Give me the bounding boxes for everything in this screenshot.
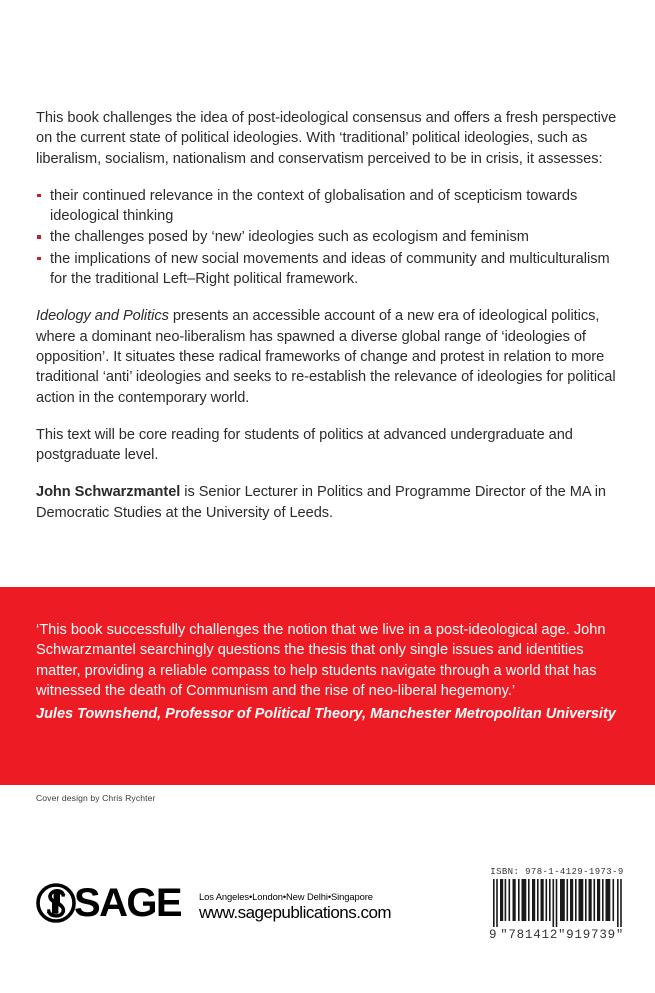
list-item-label: the implications of new social movements and ideas of community and multiculturalism for the traditional Left–Right political framework. xyxy=(50,250,610,288)
book-title-italic: Ideology and Politics xyxy=(36,308,169,325)
square-bullet-icon xyxy=(37,257,41,261)
barcode-digits-left: 781412 xyxy=(508,928,559,942)
list-item-label: the challenges posed by ‘new’ ideologies such as ecologism and feminism xyxy=(50,229,529,246)
barcode-block xyxy=(487,867,627,942)
barcode-guard-mid: " xyxy=(558,928,567,942)
publisher-website: www.sagepublications.com xyxy=(198,903,392,922)
review-quote-band xyxy=(0,587,655,785)
barcode-digits-right: 919739 xyxy=(566,928,616,942)
publisher-footer xyxy=(36,880,391,926)
barcode-digits xyxy=(487,928,627,942)
blurb-section xyxy=(36,108,626,540)
author-bio-rest: is Senior Lecturer in Politics and Programme Director of the MA in Democratic Studies at the University of Leeds. xyxy=(36,484,606,521)
core-reading-paragraph: This text will be core reading for students of politics at advanced undergraduate and postgraduate level. xyxy=(36,426,573,464)
intro-paragraph: This book challenges the idea of post-ideological consensus and offers a fresh perspective on the current state of political ideologies. With ‘traditional’ political ideologies, such as liberalism, socialism, nationalism and conservatism perceived to be in crisis, it assesses: xyxy=(36,110,617,167)
list-item xyxy=(36,186,626,227)
review-quote-text: ‘This book successfully challenges the notion that we live in a post-ideological age. John Schwarzmantel searchingly questions the thesis that only single issues and identities matter, providing a reliable compass to help students navigate through a world that has witnessed the death of Communism and the rise of neo-liberal hegemony.’ xyxy=(36,622,606,699)
feature-bullet-list xyxy=(36,186,626,289)
publisher-info xyxy=(199,891,391,922)
author-name: John Schwarzmantel xyxy=(36,484,181,501)
book-description-rest: presents an accessible account of a new era of ideological politics, where a dominant neo-liberalism has spawned a diverse global range of ‘ideologies of opposition’. It situates these radical frameworks of change and protest in relation to more traditional ‘anti’ ideologies and seeks to re-establish the relevance of ideologies for political action in the contemporary world. xyxy=(36,308,616,406)
book-description-paragraph xyxy=(36,306,626,407)
list-item xyxy=(36,227,626,247)
review-quote-attribution: Jules Townshend, Professor of Political Theory, Manchester Metropolitan University xyxy=(36,706,616,722)
cover-design-credit: Cover design by Chris Rychter xyxy=(36,793,156,803)
sage-wordmark: SAGE xyxy=(74,881,181,925)
barcode-guard-left: " xyxy=(500,928,509,942)
square-bullet-icon xyxy=(37,235,41,239)
sage-logo xyxy=(36,880,181,926)
list-item-label: their continued relevance in the context of globalisation and of scepticism towards ideological thinking xyxy=(50,187,578,225)
publisher-cities: Los Angeles•London•New Delhi•Singapore xyxy=(198,891,373,902)
author-bio-paragraph xyxy=(36,482,626,523)
ean13-barcode-icon xyxy=(487,879,627,927)
barcode-guard-right: " xyxy=(615,928,624,942)
sage-circle-s-icon xyxy=(36,883,76,923)
barcode-digit-prefix: 9 xyxy=(489,928,498,942)
list-item xyxy=(36,249,626,290)
isbn-label: ISBN: 978-1-4129-1973-9 xyxy=(490,867,624,877)
square-bullet-icon xyxy=(37,194,41,198)
